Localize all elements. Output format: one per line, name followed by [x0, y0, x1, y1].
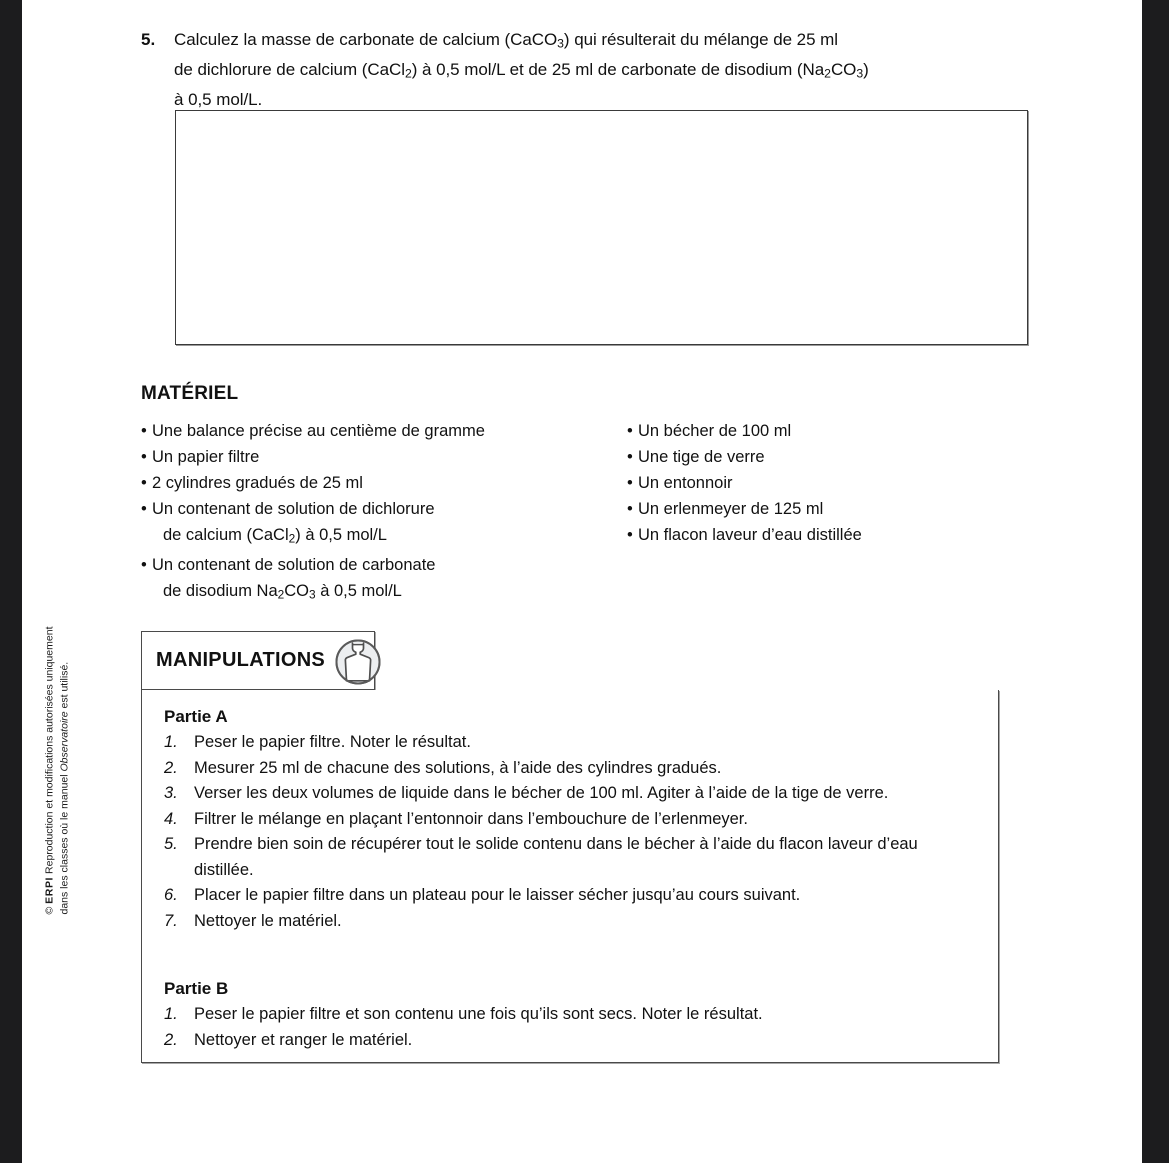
question-line1-part1: Calculez la masse de carbonate de calcium (CaCO	[174, 30, 558, 49]
materiel-item-label	[152, 496, 621, 552]
manipulations-header-box	[141, 631, 375, 690]
question-line2-part4: )	[863, 60, 869, 80]
partie-b-block	[164, 979, 974, 1053]
question-line3: à 0,5 mol/L.	[174, 90, 263, 110]
materiel-item-line2-part2: CO	[284, 581, 310, 600]
partie-b-title: Partie B	[164, 979, 229, 998]
step-number: 7.	[164, 911, 178, 930]
list-item	[141, 470, 621, 496]
list-item	[627, 522, 1027, 548]
bullet-icon: •	[141, 500, 147, 518]
question-line2-subscript3: 3	[856, 66, 864, 81]
step-text: Mesurer 25 ml de chacune des solutions, à l’aide des cylindres gradués.	[194, 758, 722, 777]
materiel-item-line2-part2: ) à 0,5 mol/L	[295, 526, 387, 544]
materiel-item-label: 2 cylindres gradués de 25 ml	[152, 474, 363, 492]
materiel-list-left	[141, 418, 621, 607]
copyright-line2-part1: dans les classes où le manuel	[58, 771, 70, 915]
bullet-icon: •	[627, 500, 633, 518]
list-item	[164, 1002, 974, 1028]
copyright-manual-name: Observatoire	[58, 711, 70, 772]
bullet-icon: •	[627, 526, 633, 544]
materiel-item-line2	[152, 578, 621, 608]
bullet-icon: •	[627, 422, 633, 440]
materiel-item-label: Un bécher de 100 ml	[638, 422, 792, 440]
copyright-line1-text: Reproduction et modifications autorisées uniquement	[43, 626, 56, 874]
step-number: 2.	[164, 1030, 178, 1049]
materiel-list-right	[627, 418, 1027, 548]
step-number: 4.	[164, 809, 178, 828]
list-item	[141, 496, 621, 552]
document-page	[22, 0, 1142, 1163]
materiel-item-label: Un entonnoir	[638, 474, 733, 492]
question-line2-subscript2: 2	[824, 66, 831, 81]
copyright-line-2	[57, 515, 72, 915]
question-line1-part2: ) qui résulterait du mélange de 25 ml	[563, 30, 838, 49]
materiel-item-line2-part1: de calcium (CaCl	[163, 526, 289, 544]
copyright-line-1	[43, 515, 58, 915]
list-item	[164, 781, 974, 807]
bullet-icon: •	[141, 448, 147, 466]
materiel-item-label: Un erlenmeyer de 125 ml	[638, 500, 824, 518]
partie-a-block	[164, 707, 974, 934]
bullet-icon: •	[141, 474, 147, 492]
materiel-item-subscript-1: 2	[277, 587, 285, 602]
step-text: Verser les deux volumes de liquide dans le bécher de 100 ml. Agiter à l’aide de la tige de verre.	[194, 784, 889, 802]
question-line1-subscript: 3	[557, 36, 564, 51]
copyright-line2-part2: est utilisé.	[58, 661, 70, 712]
step-number: 2.	[164, 758, 178, 777]
materiel-item-line1: Un contenant de solution de carbonate	[152, 555, 436, 574]
materiel-item-line2	[152, 522, 621, 552]
list-item	[164, 909, 974, 935]
bullet-icon: •	[141, 422, 147, 440]
materiel-item-label: Un flacon laveur d’eau distillée	[638, 526, 862, 544]
step-text: Peser le papier filtre. Noter le résultat.	[194, 733, 471, 751]
copyright-notice	[43, 515, 72, 915]
materiel-item-label: Une balance précise au centième de gramme	[152, 422, 485, 440]
question-text	[174, 27, 869, 113]
question-line2-part2: ) à 0,5 mol/L et de 25 ml de carbonate de disodium (Na	[411, 60, 825, 80]
list-item	[627, 496, 1027, 522]
list-item	[627, 444, 1027, 470]
step-number: 3.	[164, 784, 178, 802]
bullet-icon: •	[141, 555, 147, 574]
list-item	[627, 418, 1027, 444]
bullet-icon: •	[627, 448, 633, 466]
question-line2-part3: CO	[830, 60, 857, 80]
step-text: Filtrer le mélange en plaçant l’entonnoir dans l’embouchure de l’erlenmeyer.	[194, 809, 748, 828]
materiel-item-label: Une tige de verre	[638, 448, 765, 466]
materiel-item-label	[152, 552, 621, 608]
question-line2-part1: de dichlorure de calcium (CaCl	[174, 60, 405, 80]
list-item	[141, 444, 621, 470]
step-text: Peser le papier filtre et son contenu une fois qu’ils sont secs. Noter le résultat.	[194, 1005, 763, 1023]
step-text: Prendre bien soin de récupérer tout le solide contenu dans le bécher à l’aide du flacon laveur d’eau distillée.	[194, 835, 918, 879]
manipulations-body-box	[141, 690, 999, 1063]
list-item	[141, 552, 621, 608]
step-text: Nettoyer et ranger le matériel.	[194, 1030, 413, 1049]
step-text: Nettoyer le matériel.	[194, 911, 342, 930]
step-text: Placer le papier filtre dans un plateau pour le laisser sécher jusqu’au cours suivant.	[194, 886, 801, 904]
materiel-item-line1: Un contenant de solution de dichlorure	[152, 500, 435, 518]
materiel-item-subscript: 2	[288, 531, 296, 546]
list-item	[164, 756, 974, 782]
copyright-brand: ERPI	[43, 876, 56, 904]
list-item	[164, 883, 974, 909]
step-number: 1.	[164, 1005, 178, 1023]
list-item	[164, 1028, 974, 1054]
list-item	[164, 807, 974, 833]
question-first-line	[141, 27, 1031, 113]
step-number: 6.	[164, 886, 178, 904]
list-item	[141, 418, 621, 444]
materiel-item-subscript-2: 3	[309, 587, 316, 602]
question-line2-subscript1: 2	[404, 66, 412, 81]
step-number: 1.	[164, 733, 178, 751]
step-number: 5.	[164, 835, 178, 853]
question-block	[141, 27, 1031, 113]
materiel-item-label: Un papier filtre	[152, 448, 260, 466]
lab-apron-icon	[334, 638, 382, 686]
answer-box[interactable]	[175, 110, 1028, 345]
list-item	[627, 470, 1027, 496]
copyright-symbol: ©	[43, 906, 56, 915]
manipulations-title: MANIPULATIONS	[156, 649, 326, 671]
list-item	[164, 730, 974, 756]
bullet-icon: •	[627, 474, 633, 492]
list-item	[164, 832, 974, 883]
partie-a-title: Partie A	[164, 707, 228, 726]
materiel-heading: MATÉRIEL	[141, 383, 239, 404]
question-number: 5.	[141, 30, 156, 49]
materiel-item-line2-part1: de disodium Na	[163, 581, 278, 600]
materiel-item-line2-part3: à 0,5 mol/L	[315, 581, 402, 600]
